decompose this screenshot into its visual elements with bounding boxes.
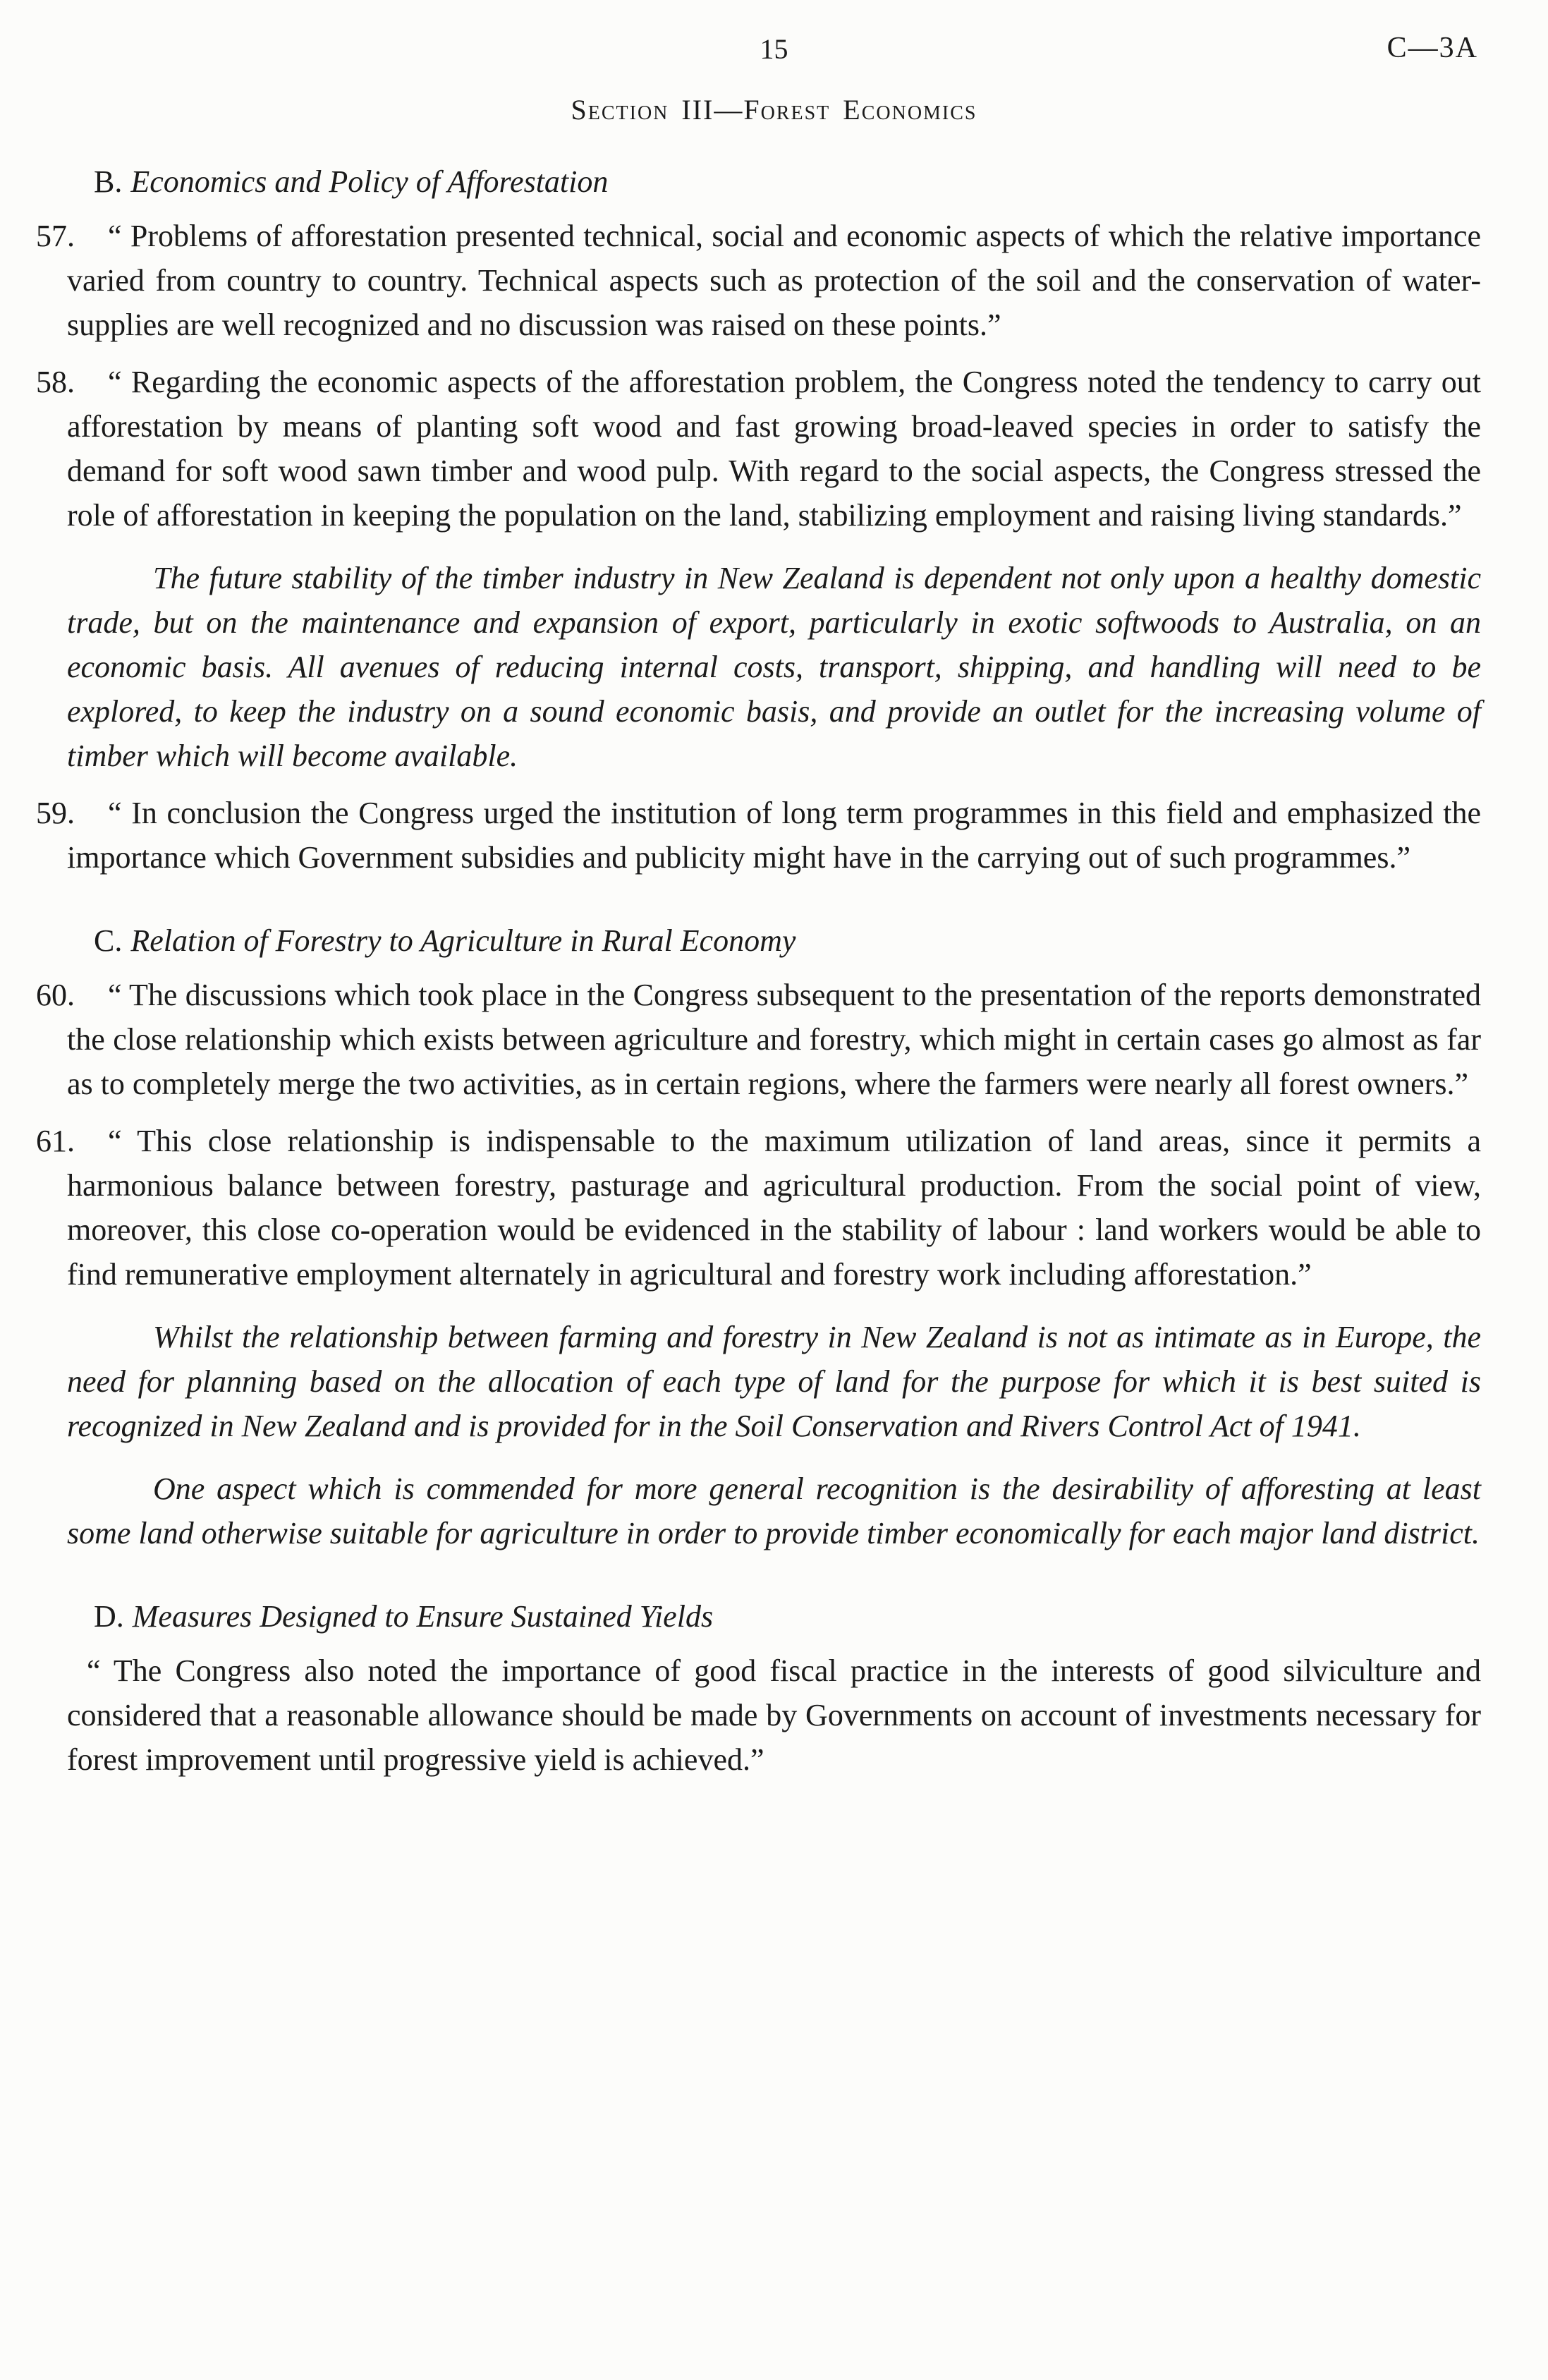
paragraph-60-number: 60.	[36, 978, 75, 1012]
paragraph-57-text: “ Problems of afforestation presented technical, social and economic aspects of which the relative importance varied from country to country. Technical aspects such as protection of the soil and the conservation of water-supplies are well recognized and no discussion was raised on these points.”	[67, 219, 1481, 342]
page-header	[67, 32, 1481, 72]
doc-reference: C—3A	[1387, 32, 1478, 64]
subheading-b	[94, 163, 1481, 201]
subheading-c-title: Relation of Forestry to Agriculture in Rural Economy	[130, 923, 796, 958]
paragraph-57	[36, 214, 1481, 347]
subheading-b-title: Economics and Policy of Afforestation	[130, 164, 609, 199]
paragraph-fiscal-practice-text: “ The Congress also noted the importance of good fiscal practice in the interests of good silviculture and considered that a reasonable allowance should be made by Governments on account of investments necessary for forest improvement until progressive yield is achieved.”	[67, 1653, 1481, 1777]
paragraph-59-number: 59.	[36, 796, 75, 830]
paragraph-58-text: “ Regarding the economic aspects of the afforestation problem, the Congress noted the tendency to carry out afforestation by means of planting soft wood and fast growing broad-leaved species in order to satisfy the demand for soft wood sawn timber and wood pulp. With regard to the social aspects, the Congress stressed the role of afforestation in keeping the population on the land, stabilizing employment and raising living standards.”	[67, 365, 1481, 533]
paragraph-58	[36, 360, 1481, 538]
section-d	[67, 1598, 1481, 1782]
subheading-b-label: B.	[94, 164, 123, 199]
paragraph-61-text: “ This close relationship is indispensable to the maximum utilization of land areas, since it permits a harmonious balance between forestry, pasturage and agricultural production. From the social point of view, moreover, this close co-operation would be evidenced in the stability of labour : land workers would be able to find remunerative employment alternately in agricultural and forestry work including afforestation.”	[67, 1124, 1481, 1292]
paragraph-fiscal-practice	[67, 1649, 1481, 1782]
paragraph-59-text: “ In conclusion the Congress urged the institution of long term programmes in this field and emphasized the importance which Government subsidies and publicity might have in the carrying out of such programmes.”	[67, 796, 1481, 875]
commentary-farming-forestry: Whilst the relationship between farming and forestry in New Zealand is not as intimate as in Europe, the need for planning based on the allocation of each type of land for the purpose for which it is best suited is recognized in New Zealand and is provided for in the Soil Conservation and Rivers Control Act of 1941.	[67, 1320, 1481, 1443]
commentary-afforesting-land: One aspect which is commended for more general recognition is the desirability of afforesting at least some land otherwise suitable for agriculture in order to provide timber economically for each major land district.	[67, 1471, 1481, 1550]
section-c	[36, 922, 1481, 1555]
paragraph-61-number: 61.	[36, 1124, 75, 1158]
subheading-d-label: D.	[94, 1599, 124, 1634]
section-b	[36, 163, 1481, 880]
paragraph-57-number: 57.	[36, 219, 75, 253]
paragraph-59	[36, 791, 1481, 880]
paragraph-60	[36, 973, 1481, 1106]
paragraph-61	[36, 1119, 1481, 1297]
section-title: Section III—Forest Economics	[571, 94, 977, 126]
page-number: 15	[760, 33, 788, 65]
commentary-timber-industry: The future stability of the timber industry in New Zealand is dependent not only upon a healthy domestic trade, but on the maintenance and expansion of export, particularly in exotic softwoods to Australia, on an economic basis. All avenues of reducing internal costs, transport, shipping, and handling will need to be explored, to keep the industry on a sound economic basis, and provide an outlet for the increasing volume of timber which will become available.	[67, 561, 1481, 773]
subheading-c-label: C.	[94, 923, 123, 958]
paragraph-60-text: “ The discussions which took place in the Congress subsequent to the presentation of the reports demonstrated the close relationship which exists between agriculture and forestry, which might in certain cases go almost as far as to completely merge the two activities, as in certain regions, where the farmers were nearly all forest owners.”	[67, 978, 1481, 1101]
subheading-d	[94, 1598, 1481, 1636]
subheading-d-title: Measures Designed to Ensure Sustained Yields	[132, 1599, 714, 1634]
paragraph-58-number: 58.	[36, 365, 75, 399]
subheading-c	[94, 922, 1481, 960]
